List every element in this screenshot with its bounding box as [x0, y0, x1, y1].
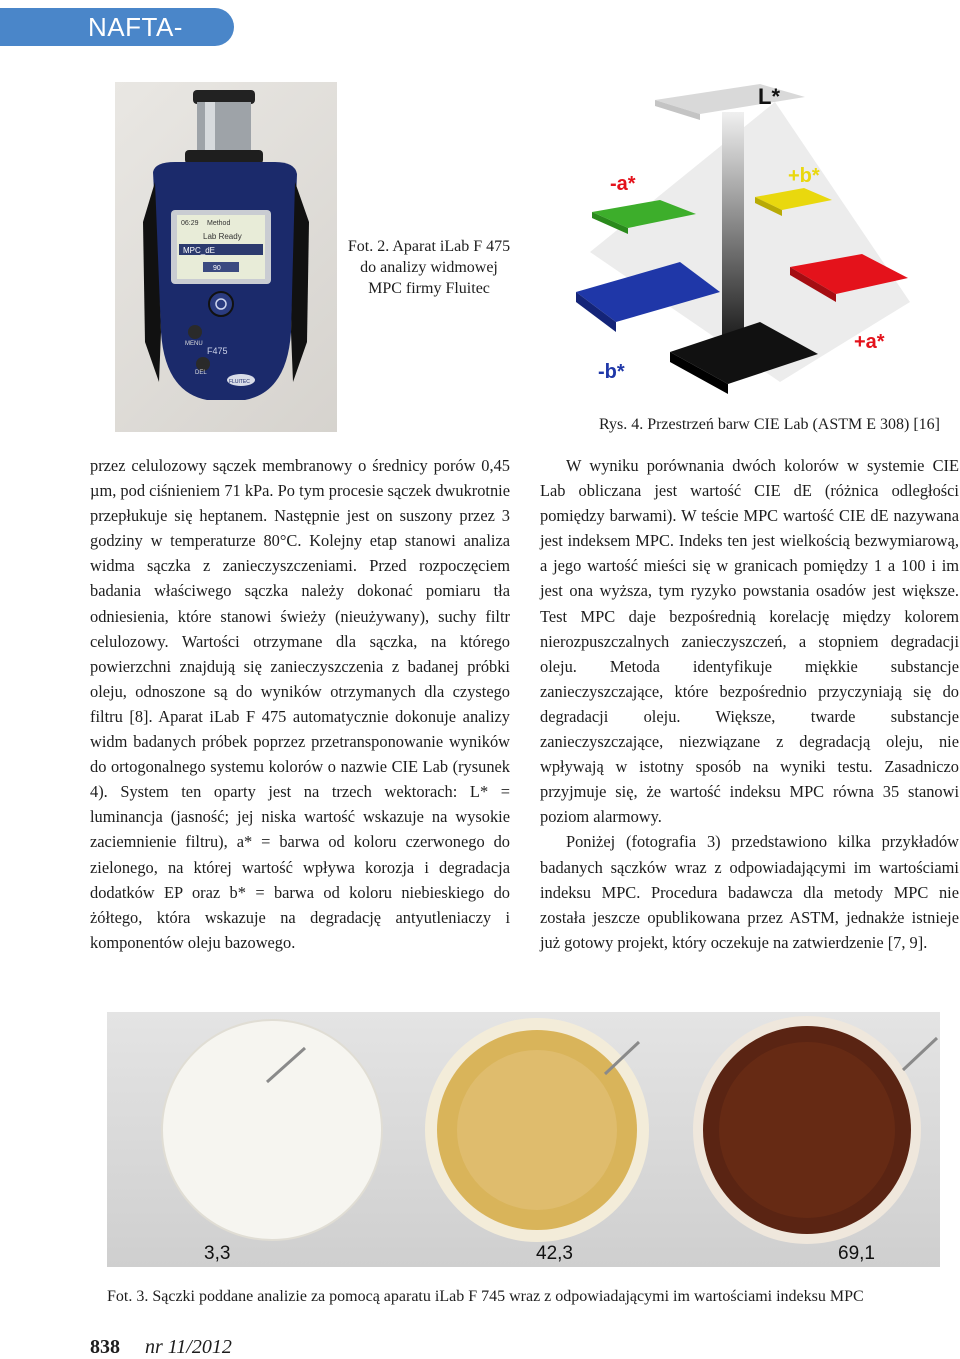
- fig4-caption-text: Rys. 4. Przestrzeń barw CIE Lab (ASTM E 308) [16]: [598, 416, 940, 433]
- device-illustration: [115, 82, 337, 432]
- device-line3: 90: [213, 265, 221, 272]
- fig4-caption: [560, 414, 940, 435]
- filter-2-value: 42,3: [536, 1243, 573, 1264]
- journal-header-tab: [0, 8, 234, 80]
- fig3-caption-text: Fot. 3. Sączki poddane analizie za pomocą aparatu iLab F 745 wraz z odpowiadającymi im wartościami indeksu MPC: [107, 1288, 864, 1305]
- device-photo: [115, 82, 337, 432]
- fig2-caption-text: Fot. 2. Aparat iLab F 475 do analizy widmowej MPC firmy Fluitec: [347, 238, 511, 297]
- issue-number: nr 11/2012: [145, 1336, 232, 1358]
- right-paragraph-2: Poniżej (fotografia 3) przedstawiono kilka przykładów badanych sączków wraz z odpowiadającymi im wartościami indeksu MPC. Procedura badawcza dla metody MPC nie została jeszcze opublikowana przez ASTM, jednakże istnieje już gotowy projekt, który oczekuje na zatwierdzenie [7, 9].: [540, 832, 959, 952]
- cie-lab-figure: [560, 82, 940, 412]
- page-number: 838: [90, 1336, 120, 1358]
- axis-label-plus-a: +a*: [854, 331, 885, 353]
- journal-title: NAFTA-GAZ: [88, 12, 183, 80]
- device-time: 06:29: [181, 220, 199, 227]
- filter-3-value: 69,1: [838, 1243, 875, 1264]
- axis-label-minus-a: -a*: [610, 173, 636, 195]
- device-menu-button-label: MENU: [185, 341, 203, 347]
- axis-label-plus-b: +b*: [788, 165, 820, 187]
- fig3-caption: [107, 1286, 947, 1307]
- axis-label-minus-b: -b*: [598, 361, 625, 383]
- left-text-column: [90, 453, 510, 955]
- filter-1-value: 3,3: [204, 1243, 231, 1264]
- page-footer: [90, 1336, 232, 1359]
- device-model-label: F475: [207, 346, 228, 356]
- device-del-button-label: DEL: [195, 370, 207, 376]
- filters-photo: [107, 1012, 940, 1267]
- device-logo: FLUITEC: [229, 379, 250, 385]
- filter-1: [162, 1020, 382, 1240]
- right-text-column: [540, 453, 959, 955]
- device-line2: MPC_dE: [183, 246, 216, 255]
- device-menu-title: Method: [207, 220, 231, 227]
- axis-label-l: L*: [758, 84, 780, 109]
- right-paragraph-1: W wyniku porównania dwóch kolorów w systemie CIE Lab obliczana jest wartość CIE dE (różnica odległości pomiędzy barwami). W teście MPC wartość CIE dE nazywana jest indeksem MPC. Indeks ten jest wielkością bezwymiarową, a jego wartość mieści się w granicach pomiędzy 1 a 100 i im jest ona wyższa, tym ryzyko powstania osadów jest większe. Test MPC daje bezpośrednią korelację między kolorem nierozpuszczalnych zanieczyszczeń, a stopniem degradacji oleju. Metoda identyfikuje miękkie substancje zanieczyszczające, które bezpośrednio przyczyniają się do degradacji oleju. Większe, twarde substancje zanieczyszczające, niezwiązane z degradacją oleju, nie wpływają w istotny sposób na wyniki testu. Zasadniczo przyjmuje się, że wartość indeksu MPC równa 35 stanowi poziom alarmowy.: [540, 456, 959, 827]
- device-line1: Lab Ready: [203, 232, 242, 241]
- fig2-caption: [344, 236, 514, 299]
- left-paragraph-1: przez celulozowy sączek membranowy o średnicy porów 0,45 µm, pod ciśnieniem 71 kPa. Po tym procesie sączek dwukrotnie przepłukuje się heptanem. Następnie jest on suszony przez 3 godziny w temperaturze 80°C. Kolejny etap stanowi analiza widma sączka z zanieczyszczeniami. Przed rozpoczęciem badania właściwego sączka należy dokonać pomiaru tła odniesienia, które stanowi świeży (nieużywany), suchy filtr celulozowy. Wartości otrzymane dla sączka, na którego powierzchni znajdują się zanieczyszczenia z badanej próbki oleju, odnoszone są do wyników otrzymanych dla czystego filtru [8]. Aparat iLab F 475 automatycznie dokonuje analizy widm badanych próbek poprzez przetransponowanie wyników do ortogonalnego systemu kolorów o nazwie CIE Lab (rysunek 4). System ten oparty jest na trzech wektorach: L* = luminancja (jasność; jej niska wartość wskazuje na wysokie zaciemnienie filtru), a* = barwa od koloru czerwonego do zielonego, na której wartość wpływa korozja i degradacja dodatków EP oraz b* = barwa od koloru niebieskiego do żółtego, która wskazuje na degradację antyutleniaczy i komponentów oleju bazowego.: [90, 456, 510, 952]
